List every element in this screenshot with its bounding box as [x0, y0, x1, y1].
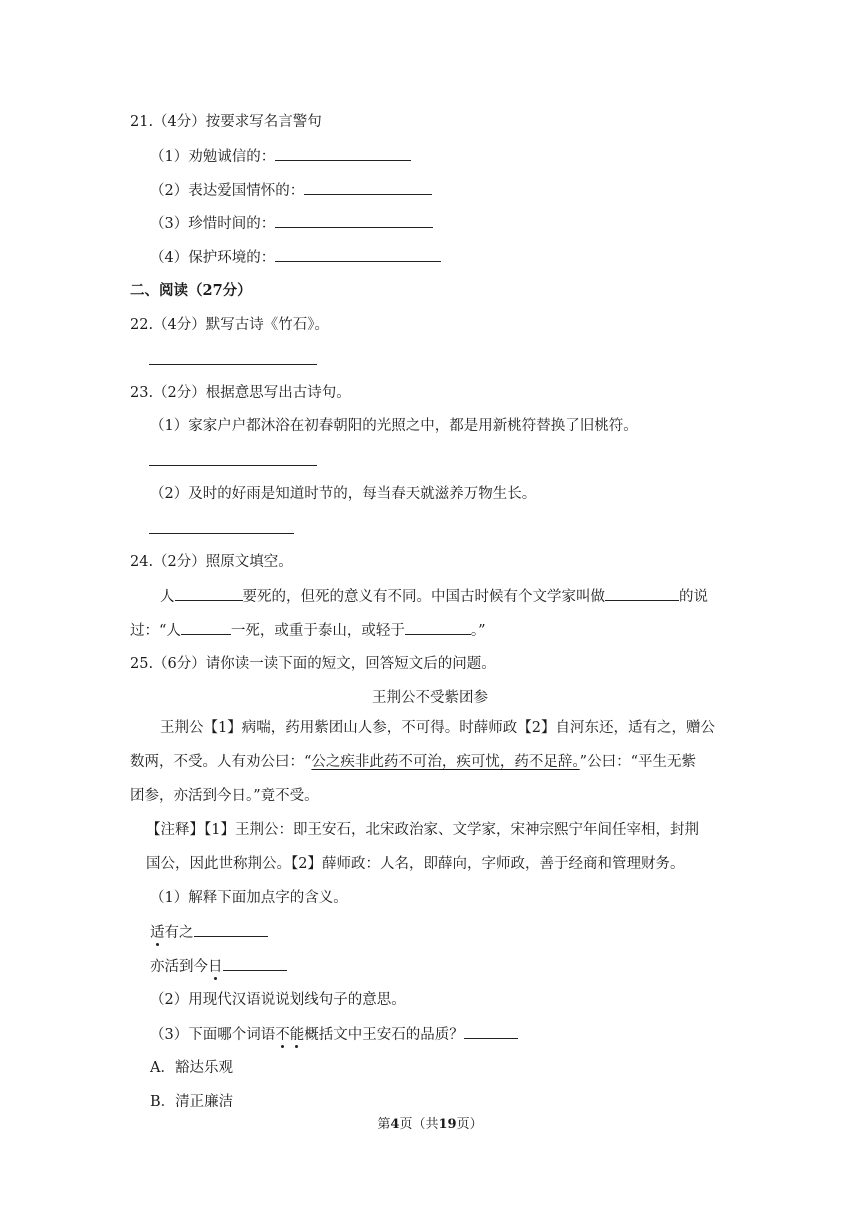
q24-text: 的说: [679, 589, 708, 605]
q24-text: 要死的，但死的意义有不同。中国古时候有个文学家叫做: [242, 589, 605, 605]
q21-item-3-label: （3）珍惜时间的：: [150, 216, 276, 232]
answer-blank[interactable]: [223, 956, 287, 971]
answer-blank[interactable]: [304, 180, 432, 195]
passage-text: 数两，不受。人有劝公曰：“: [130, 754, 312, 770]
q22-title: 22.（4分）默写古诗《竹石》。: [130, 317, 330, 333]
passage-line-3: 团参，亦活到今日。”竟不受。: [130, 788, 319, 804]
footer-text: 页（共: [399, 1117, 439, 1132]
question-text: 概括文中王安石的品质？: [304, 1027, 464, 1043]
passage-title: 王荆公不受紫团参: [372, 690, 488, 706]
answer-blank[interactable]: [275, 213, 433, 228]
notes-line-2: 国公，因此世称荆公。【2】薛师政：人名，即薛向，字师政，善于经商和管理财务。: [146, 856, 685, 872]
q21-title: 21.（4分）按要求写名言警句: [130, 114, 322, 130]
q24-line-1: [160, 586, 708, 607]
passage-line-1: 王荆公【1】病喘，药用紫团山人参，不可得。时薛师政【2】自河东还，适有之，赠公: [160, 720, 715, 736]
q25-word-1: [150, 922, 268, 943]
q21-item-2-label: （2）表达爱国情怀的：: [150, 183, 305, 199]
q21-item-3: [150, 213, 433, 234]
q25-title: 25.（6分）请你读一读下面的短文，回答短文后的问题。: [130, 656, 496, 672]
dotted-char: 能: [289, 1027, 305, 1043]
page-footer: [0, 1113, 860, 1132]
passage-line-2: [130, 752, 696, 772]
total-pages: 19: [438, 1117, 457, 1132]
underlined-sentence: 公之疾非此药不可治，疾可忧，药不足辞。: [311, 754, 580, 770]
dotted-char: 不: [275, 1027, 290, 1043]
q24-text: 一死，或重于泰山，或轻于: [230, 623, 405, 639]
answer-blank[interactable]: [464, 1024, 518, 1039]
answer-blank[interactable]: [149, 363, 317, 365]
answer-blank[interactable]: [149, 464, 317, 466]
q24-text: 。”: [470, 623, 486, 639]
q24-line-2: [130, 620, 486, 641]
option-b[interactable]: B．清正廉洁: [150, 1094, 234, 1110]
footer-text: 页）: [456, 1117, 483, 1132]
q23-item-2: （2）及时的好雨是知道时节的，每当春天就滋养万物生长。: [150, 486, 537, 502]
q24-title: 24.（2分）照原文填空。: [130, 554, 293, 570]
passage-text: ”公曰：“平生无紫: [579, 754, 696, 770]
dotted-char: 适: [150, 925, 165, 941]
q23-title: 23.（2分）根据意思写出古诗句。: [130, 385, 351, 401]
answer-blank[interactable]: [175, 586, 243, 601]
section-2-heading: 二、阅读（27分）: [130, 282, 252, 299]
q21-item-4: [150, 247, 441, 268]
answer-blank[interactable]: [149, 532, 294, 534]
answer-blank[interactable]: [605, 586, 679, 601]
answer-blank[interactable]: [275, 146, 411, 161]
q23-item-1: （1）家家户户都沐浴在初春朝阳的光照之中，都是用新桃符替换了旧桃符。: [150, 418, 638, 434]
dotted-char: 日: [208, 959, 223, 975]
q21-item-1-label: （1）劝勉诚信的：: [150, 149, 276, 165]
q24-text: 过：“人: [130, 623, 181, 639]
answer-blank[interactable]: [181, 620, 231, 635]
q25-sub-1: （1）解释下面加点字的含义。: [150, 890, 348, 906]
q21-item-2: [150, 180, 432, 201]
q21-item-4-label: （4）保护环境的：: [150, 250, 276, 266]
q25-word-2: [150, 956, 287, 977]
option-a[interactable]: A．豁达乐观: [150, 1060, 233, 1076]
word-text: 有之: [164, 925, 194, 941]
q24-text: 人: [160, 589, 175, 605]
q21-item-1: [150, 146, 411, 167]
question-text: （3）下面哪个词语: [150, 1027, 276, 1043]
footer-text: 第: [377, 1117, 391, 1132]
answer-blank[interactable]: [405, 620, 471, 635]
notes-line-1: 【注释】【1】王荆公：即王安石，北宋政治家、文学家，宋神宗熙宁年间任宰相，封荆: [146, 822, 699, 838]
q25-sub-2: （2）用现代汉语说说划线句子的意思。: [150, 992, 406, 1008]
q25-sub-3: [150, 1024, 518, 1045]
answer-blank[interactable]: [275, 247, 441, 262]
answer-blank[interactable]: [194, 922, 268, 937]
page-number: 4: [390, 1117, 400, 1132]
word-text: 亦活到今: [150, 959, 208, 975]
